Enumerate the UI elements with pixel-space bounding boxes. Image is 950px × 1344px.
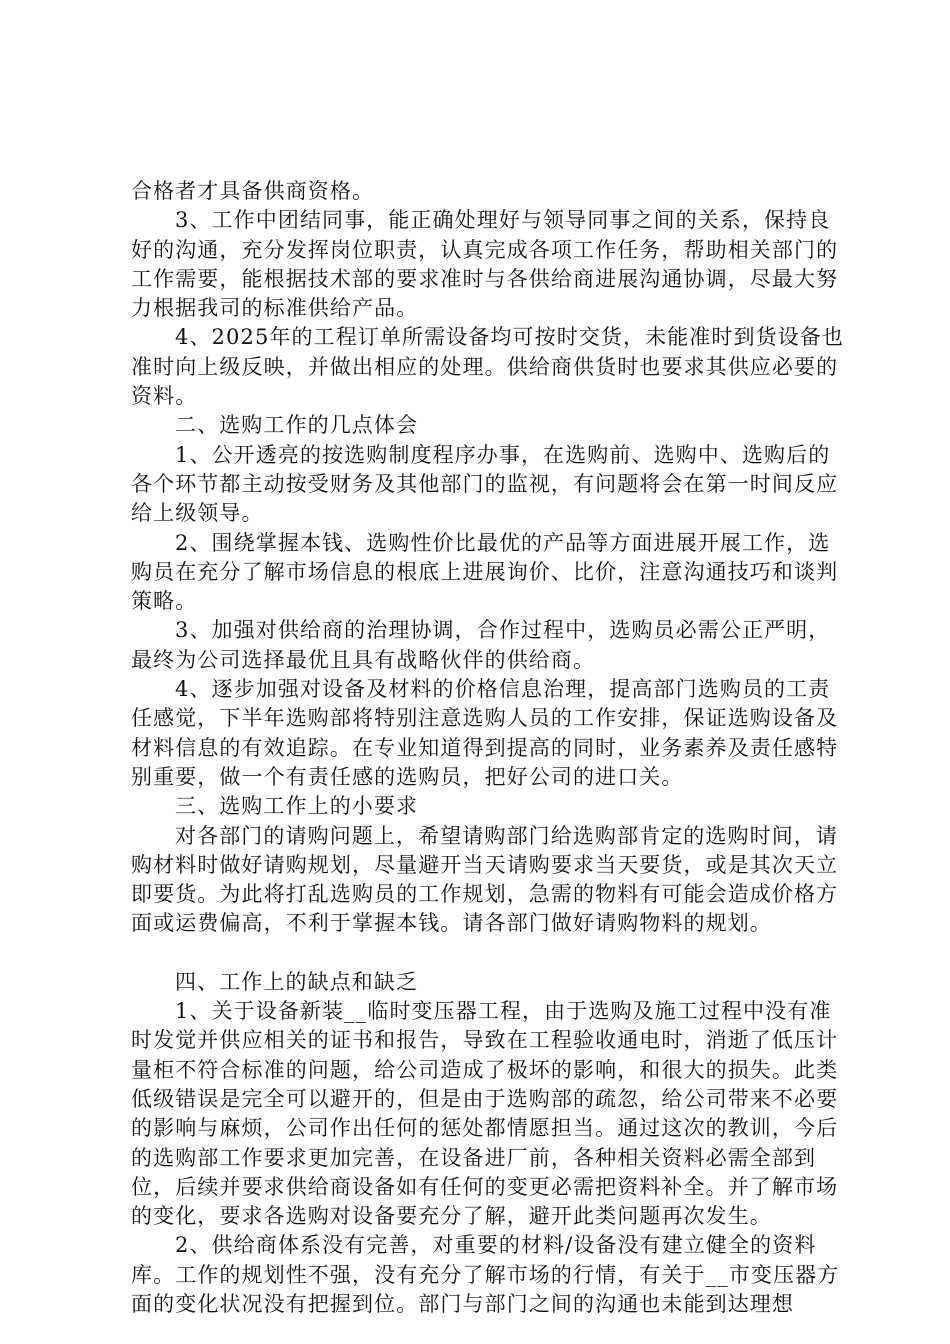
paragraph-item-3-teamwork: 3、工作中团结同事，能正确处理好与领导同事之间的关系，保持良好的沟通，充分发挥岗位职责，认真完成各项工作任务，帮助相关部门的工作需要，能根据技术部的要求准时与各供给商进展沟通协调，尽最大努力根据我司的标准供给产品。 — [131, 208, 839, 321]
paragraph-insight-1: 1、公开透亮的按选购制度程序办事，在选购前、选购中、选购后的各个环节都主动按受财务及其他部门的监视，有问题将会在第一时间反应给上级领导。 — [131, 442, 839, 526]
section-heading-3: 三、选购工作上的小要求 — [175, 794, 419, 819]
paragraph-continuation: 合格者才具备供商资格。 — [131, 179, 375, 203]
section-heading-4: 四、工作上的缺点和缺乏 — [175, 969, 419, 994]
document-body — [131, 177, 846, 1319]
section-heading-2: 二、选购工作的几点体会 — [175, 413, 419, 438]
paragraph-item-4-orders: 4、2025年的工程订单所需设备均可按时交货，未能准时到货设备也准时向上级反映，并做出相应的处理。供给商供货时也要求其供应必要的资料。 — [131, 325, 845, 409]
paragraph-requests: 对各部门的请购问题上，希望请购部门给选购部肯定的选购时间，请购材料时做好请购规划，尽量避开当天请购要求当天要货，或是其次天立即要货。为此将打乱选购员的工作规划，急需的物料有可能会造成价格方面或运费偏高，不利于掌握本钱。请各部门做好请购物料的规划。 — [131, 823, 839, 936]
paragraph-insight-3: 3、加强对供给商的治理协调，合作过程中，选购员必需公正严明，最终为公司选择最优且具有战略伙伴的供给商。 — [131, 618, 831, 672]
paragraph-insight-4: 4、逐步加强对设备及材料的价格信息治理，提高部门选购员的工责任感觉，下半年选购部将特别注意选购人员的工作安排，保证选购设备及材料信息的有效追踪。在专业知道得到提高的同时，业务素养及责任感特别重要，做一个有责任感的选购员，把好公司的进口关。 — [131, 677, 839, 789]
paragraph-shortcoming-2: 2、供给商体系没有完善，对重要的材料/设备没有建立健全的资料库。工作的规划性不强，没有充分了解市场的行情，有关于__市变压器方面的变化状况没有把握到位。部门与部门之间的沟通也未能到达理想 — [131, 1233, 840, 1316]
paragraph-insight-2: 2、围绕掌握本钱、选购性价比最优的产品等方面进展开展工作，选购员在充分了解市场信息的根底上进展询价、比价，注意沟通技巧和谈判策略。 — [131, 530, 839, 614]
paragraph-gap — [131, 939, 846, 968]
paragraph-shortcoming-1: 1、关于设备新装__临时变压器工程，由于选购及施工过程中没有准时发觉并供应相关的证书和报告，导致在工程验收通电时，消逝了低压计量柜不符合标准的问题，给公司造成了极坏的影响，和很大的损失。此类低级错误是完全可以避开的，但是由于选购部的疏忽，给公司带来不必要的影响与麻烦，公司作出任何的惩处都情愿担当。通过这次的教训，今后的选购部工作要求更加完善，在设备进厂前，各种相关资料必需全部到位，后续并要求供给商设备如有任何的变更必需把资料补全。并了解市场的变化，要求各选购对设备要充分了解，避开此类问题再次发生。 — [131, 999, 839, 1229]
